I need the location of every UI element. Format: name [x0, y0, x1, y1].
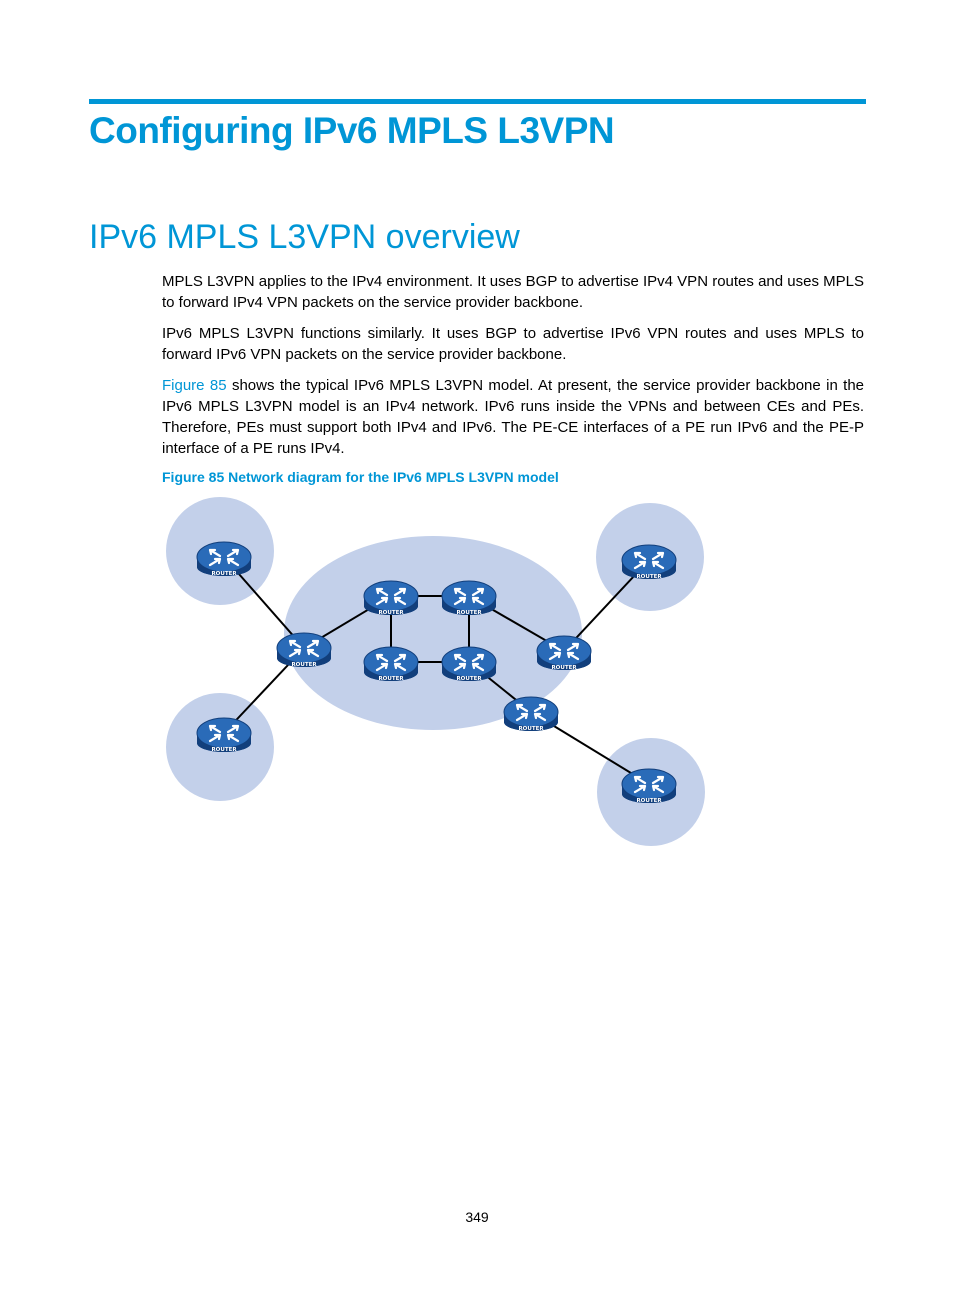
router-p-bottom-left: [364, 647, 418, 682]
router-label: ROUTER: [211, 747, 237, 753]
router-label: ROUTER: [456, 610, 482, 616]
chapter-title: Configuring IPv6 MPLS L3VPN: [89, 110, 615, 151]
router-ce-bottom-left: [197, 718, 251, 753]
router-pe-bottom: [504, 697, 558, 732]
router-pe-right: [537, 636, 591, 671]
router-p-top-right: [442, 581, 496, 616]
router-label: ROUTER: [291, 662, 317, 668]
router-p-bottom-right: [442, 647, 496, 682]
figure-85-link[interactable]: Figure 85: [162, 377, 227, 394]
router-label: ROUTER: [636, 798, 662, 804]
router-label: ROUTER: [456, 676, 482, 682]
router-ce-top-right: [622, 545, 676, 580]
router-label: ROUTER: [551, 665, 577, 671]
figure-caption: Figure 85 Network diagram for the IPv6 MPLS L3VPN model: [162, 469, 559, 485]
section-title: IPv6 MPLS L3VPN overview: [89, 218, 520, 256]
router-label: ROUTER: [378, 676, 404, 682]
router-label: ROUTER: [211, 571, 237, 577]
page-number: 349: [465, 1209, 489, 1225]
router-ce-bottom-right: [622, 769, 676, 804]
router-label: ROUTER: [378, 610, 404, 616]
router-p-top-left: [364, 581, 418, 616]
router-pe-left: [277, 633, 331, 668]
paragraph-model-text: shows the typical IPv6 MPLS L3VPN model. At present, the service provider backbone in the IPv6 MPLS L3VPN model is an IPv4 network. IPv6 runs inside the VPNs and between CEs and PEs. Therefore, PEs must support both IPv4 and IPv6. The PE-CE interfaces of a PE run IPv6 and the PE-P interface of a PE runs IPv4.: [162, 377, 864, 457]
paragraph-ipv6-l3vpn: IPv6 MPLS L3VPN functions similarly. It uses BGP to advertise IPv6 VPN routes and uses MPLS to forward IPv6 VPN packets on the service provider backbone.: [162, 325, 864, 363]
router-ce-top-left: [197, 542, 251, 577]
paragraph-ipv4-l3vpn: MPLS L3VPN applies to the IPv4 environment. It uses BGP to advertise IPv4 VPN routes and uses MPLS to forward IPv4 VPN packets on the service provider backbone.: [162, 273, 864, 311]
router-label: ROUTER: [518, 726, 544, 732]
router-label: ROUTER: [636, 574, 662, 580]
